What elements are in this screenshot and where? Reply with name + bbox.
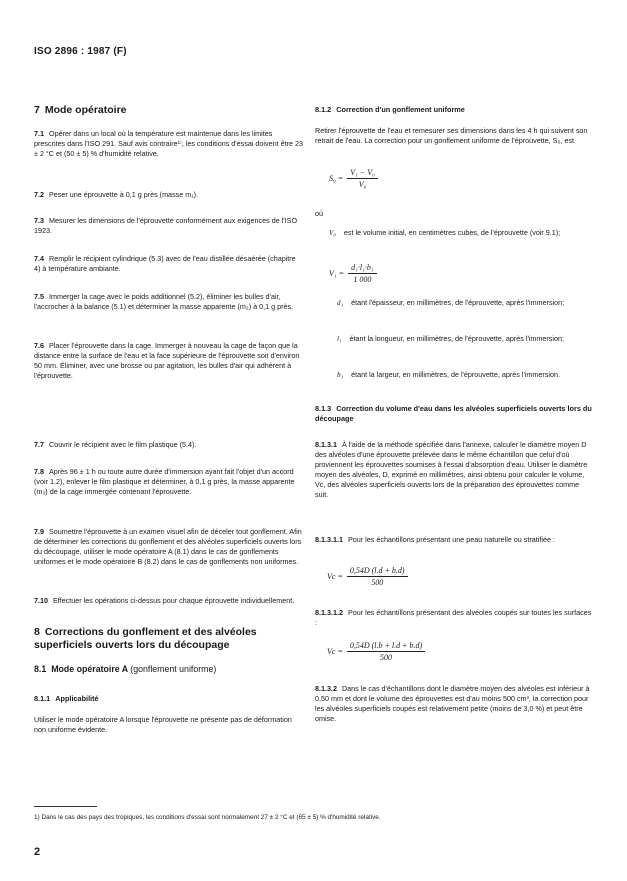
formula-vc-skin-denominator: 500 — [371, 578, 384, 587]
formula-vc-cut: Vc = $\frac{0,54D (l.b + l.d + b.d)}{500}$ — [327, 641, 425, 662]
definition-v0: V₀ est le volume initial, en centimètres cubes, de l'éprouvette (voir 9.1); — [329, 228, 561, 237]
section-8-1-2-heading: 8.1.2 Correction d'un gonflement uniforme — [315, 105, 465, 114]
document-header: ISO 2896 : 1987 (F) — [34, 46, 127, 57]
footnote: 1) Dans le cas des pays des tropiques, les conditions d'essai sont normalement 27 ± 2 °C et (65 ± 5) % d'humidité relative. — [34, 814, 381, 821]
formula-s0-numerator: V₁ − V₀ — [347, 168, 378, 179]
clause-7-8: 7.8 Après 96 ± 1 h ou toute autre durée d'immersion ayant fait l'objet d'un accord (voir 1.2), enlever le film plastique et déterminer, à 0,1 g près, la masse apparente (m₃) de la cage immergée contenant l'éprouvette. — [34, 467, 295, 496]
definition-b1: b₁ étant la largeur, en millimètres, de l'éprouvette, après l'immersion. — [337, 370, 560, 379]
section-7-heading: 7 Mode opératoire — [34, 104, 127, 116]
clause-8-1-3-1: 8.1.3.1 À l'aide de la méthode spécifiée dans l'annexe, calculer le diamètre moyen D des alvéoles d'une éprouvette prélevée dans le même échantillon que celui d'où proviennent les éprouvettes soumises à l'essai d'absorption d'eau. Utiliser le diamètre moyen des alvéoles, D, exprimé en millimètres, ainsi obtenu pour calculer le volume, Vc, des alvéoles superficiels ouverts lors de la préparation des éprouvettes comme suit. — [315, 440, 588, 499]
formula-vc-skin: Vc = $\frac{0,54D (l.d + b.d)}{500}$ — [327, 566, 408, 587]
clause-7-9: 7.9 Soumettre l'éprouvette à un examen visuel afin de déceler tout gonflement. Afin de déterminer les corrections du gonflement et des alvéoles superficiels ouverts lors du découpage, utiliser le mode opératoire A (8.1) dans le cas de gonflements uniformes et le mode opératoire B (8.2) dans le cas de gonflements non uniformes. — [34, 527, 302, 566]
clause-7-10: 7.10 Effectuer les opérations ci-dessus pour chaque éprouvette individuellement. — [34, 596, 295, 605]
section-8-1-heading: 8.1 Mode opératoire A (gonflement uniforme) — [34, 664, 217, 674]
clause-8-1-3-1-1: 8.1.3.1.1 Pour les échantillons présentant une peau naturelle ou stratifiée : — [315, 535, 555, 544]
clause-8-1-3-1-2: 8.1.3.1.2 Pour les échantillons présentant des alvéoles coupés sur toutes les surfaces : — [315, 608, 592, 627]
page-number: 2 — [34, 846, 41, 858]
footnote-separator — [34, 806, 97, 807]
formula-s0-denominator: V₀ — [358, 180, 367, 189]
definition-l1: l₁ étant la longueur, en millimètres, de l'éprouvette, après l'immersion; — [337, 334, 564, 343]
section-8-1-1-heading: 8.1.1 Applicabilité — [34, 694, 99, 703]
clause-7-6: 7.6 Placer l'éprouvette dans la cage. Immerger à nouveau la cage de façon que la distance entre la surface de l'eau et la face supérieure de l'éprouvette soit d'environ 50 mm. Éliminer, avec une brosse ou par agitation, les bulles d'air qui adhèrent à l'éprouvette. — [34, 341, 300, 380]
clause-7-3: 7.3 Mesurer les dimensions de l'éprouvette conformément aux exigences de l'ISO 1923. — [34, 216, 298, 235]
formula-v1-numerator: d₁·l₁·b₁ — [348, 263, 377, 274]
clause-8-1-1-text: Utiliser le mode opératoire A lorsque l'éprouvette ne présente pas de déformation non uniforme évidente. — [34, 715, 292, 734]
section-8-heading: 8 Corrections du gonflement et des alvéoles superficiels ouverts lors du découpage — [34, 626, 257, 651]
formula-vc-skin-numerator: 0,54D (l.d + b.d) — [347, 566, 408, 577]
formula-v1: V₁ = $\frac{\text{d₁·l₁·b₁}}{1 000}$ — [329, 263, 377, 284]
clause-8-1-2-text: Retirer l'éprouvette de l'eau et remesurer ses dimensions dans les 4 h qui suivent son retrait de l'eau. La correction pour un gonflement uniforme de l'éprouvette, S₀, est — [315, 126, 588, 145]
formula-s0: S₀ = $\frac{\text{V₁ − V₀}}{\text{V₀}}$ — [329, 168, 378, 189]
clause-7-1: 7.1 Opérer dans un local où la température est maintenue dans les limites prescrites dans l'ISO 291. Sauf avis contraire¹⁾, les conditions d'essai doivent être 23 ± 2 °C et (50 ± 5) % d'humidité relative. — [34, 129, 303, 158]
formula-vc-cut-numerator: 0,54D (l.b + l.d + b.d) — [347, 641, 425, 652]
clause-8-1-3-2: 8.1.3.2 Dans le cas d'échantillons dont le diamètre moyen des alvéoles est inférieur à 0,50 mm et dont le volume des éprouvettes est d'au moins 500 cm³, la correction pour les alvéoles superficiels coupés est relativement petite (moins de 3,0 %) et peut être omise. — [315, 684, 590, 723]
definition-d1: d₁ étant l'épaisseur, en millimètres, de l'éprouvette, après l'immersion; — [337, 298, 565, 307]
formula-v1-denominator: 1 000 — [353, 275, 372, 284]
where-label: où — [315, 209, 323, 218]
section-8-1-3-heading: 8.1.3 Correction du volume d'eau dans les alvéoles superficiels ouverts lors du découpage — [315, 404, 592, 423]
clause-7-4: 7.4 Remplir le récipient cylindrique (5.3) avec de l'eau distillée désaérée (chapitre 4) à température ambiante. — [34, 254, 296, 273]
clause-7-7: 7.7 Couvrir le récipient avec le film plastique (5.4). — [34, 440, 197, 449]
clause-7-5: 7.5 Immerger la cage avec le poids additionnel (5.2), éliminer les bulles d'air, l'accrocher à la balance (5.1) et déterminer la masse apparente (m₂) à 0,1 g près. — [34, 292, 294, 311]
formula-vc-cut-denominator: 500 — [380, 653, 393, 662]
clause-7-2: 7.2 Peser une éprouvette à 0,1 g près (masse m₁). — [34, 190, 199, 199]
